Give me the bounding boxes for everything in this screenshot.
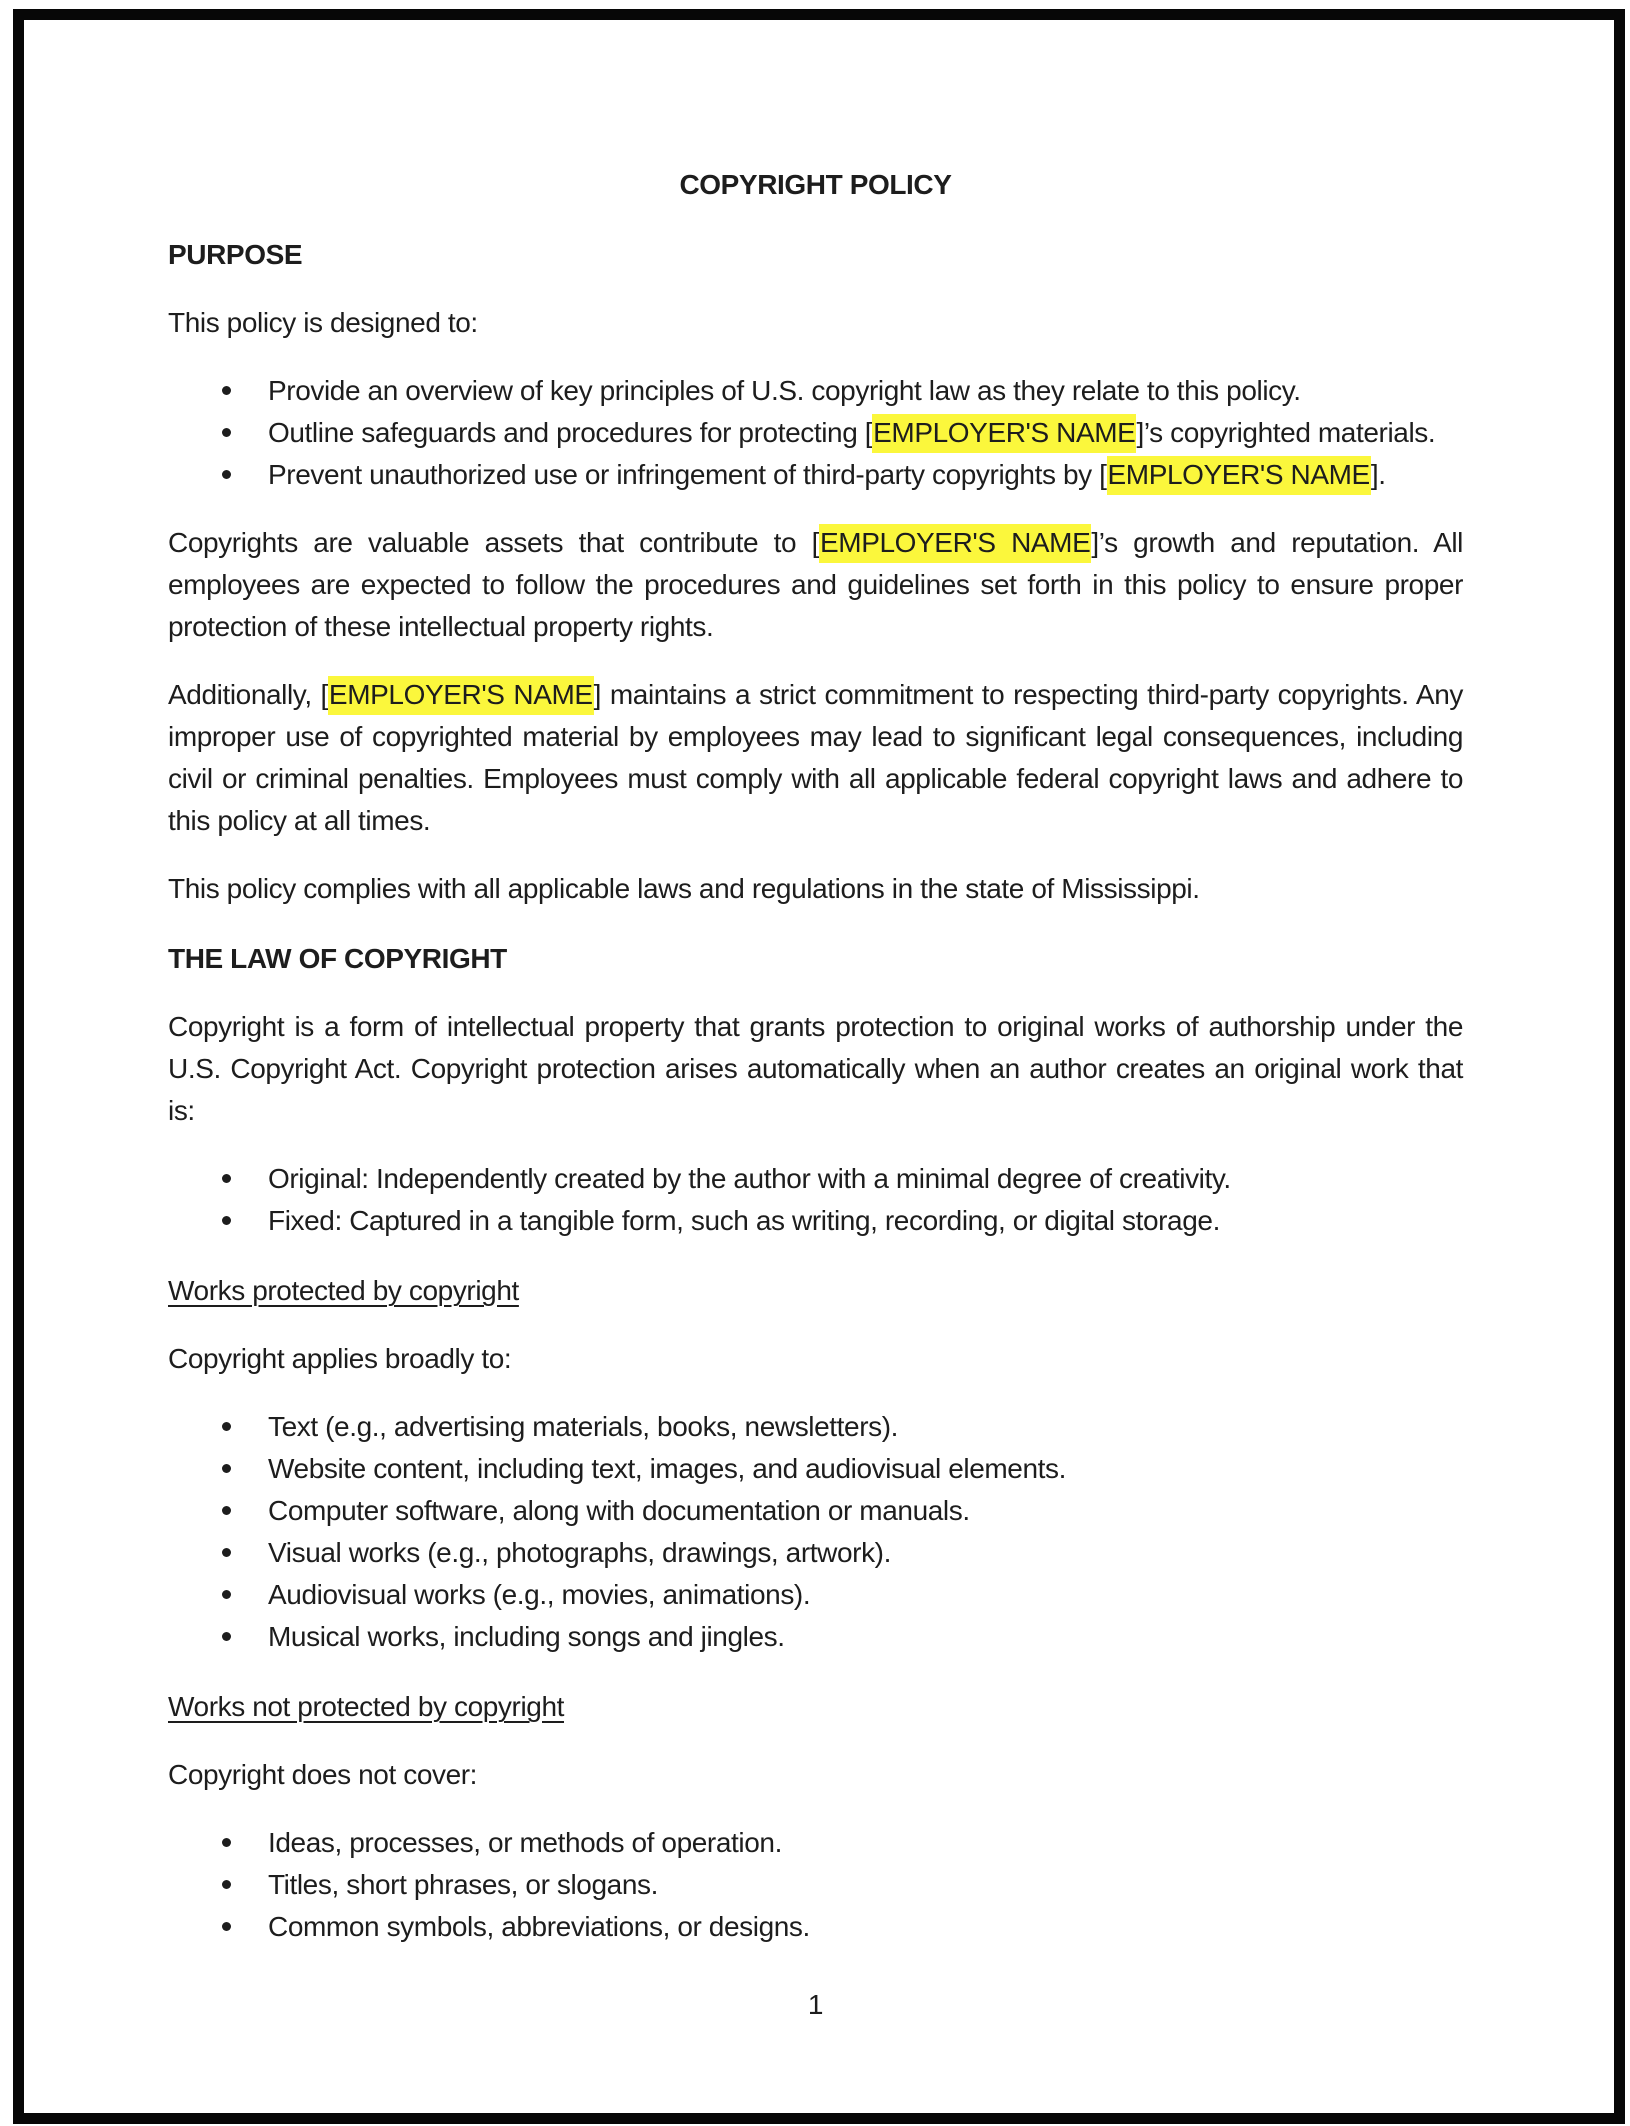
- purpose-paragraph-1: [168, 522, 1463, 648]
- works-protected-intro: Copyright applies broadly to:: [168, 1343, 512, 1374]
- bullet-icon: [222, 1464, 231, 1473]
- list-item: [168, 412, 1463, 454]
- list-item: [168, 1448, 1463, 1490]
- text-segment: Outline safeguards and procedures for protecting [: [268, 417, 873, 448]
- list-item-text: Audiovisual works (e.g., movies, animations).: [268, 1579, 811, 1610]
- heading-law-of-copyright: THE LAW OF COPYRIGHT: [168, 943, 507, 974]
- list-item-text: Website content, including text, images, and audiovisual elements.: [268, 1453, 1067, 1484]
- law-bullet-list: [168, 1158, 1463, 1242]
- list-item: [168, 1616, 1463, 1658]
- list-item: [168, 1906, 1463, 1948]
- list-item-text: [268, 454, 1386, 496]
- bullet-icon: [222, 1838, 231, 1847]
- list-item: [168, 1822, 1463, 1864]
- purpose-paragraph-3: This policy complies with all applicable laws and regulations in the state of Mississippi.: [168, 873, 1200, 904]
- list-item-text: Visual works (e.g., photographs, drawings, artwork).: [268, 1537, 891, 1568]
- list-item: [168, 1158, 1463, 1200]
- subheading-works-not-protected: Works not protected by copyright: [168, 1691, 564, 1722]
- text-segment: Additionally, [: [168, 679, 328, 710]
- bullet-icon: [222, 1880, 231, 1889]
- list-item: [168, 1574, 1463, 1616]
- text-segment: ].: [1370, 459, 1386, 490]
- list-item: [168, 1490, 1463, 1532]
- page-number: 1: [807, 1989, 824, 2020]
- list-item: [168, 1532, 1463, 1574]
- bullet-icon: [222, 1632, 231, 1641]
- text-segment: ] maintains a strict commitment to respecting third-party copyrights. Any improper use of copyrighted material by employees may lead to significant legal consequences, including civil or criminal penalties. Employees must comply with all applicable federal copyright laws and adhere to this policy at all times.: [168, 679, 1463, 836]
- law-intro: Copyright is a form of intellectual property that grants protection to original works of authorship under the U.S. Copyright Act. Copyright protection arises automatically when an author creates an original work that is:: [168, 1011, 1463, 1126]
- purpose-paragraph-2: [168, 674, 1463, 842]
- works-protected-bullet-list: [168, 1406, 1463, 1658]
- subheading-works-protected: Works protected by copyright: [168, 1275, 519, 1306]
- list-item-text: Common symbols, abbreviations, or designs.: [268, 1911, 810, 1942]
- list-item: [168, 1864, 1463, 1906]
- bullet-icon: [222, 1422, 231, 1431]
- list-item-text: Fixed: Captured in a tangible form, such as writing, recording, or digital storage.: [268, 1205, 1220, 1236]
- list-item-text: Original: Independently created by the author with a minimal degree of creativity.: [268, 1163, 1231, 1194]
- employer-name-highlight: EMPLOYER'S NAME: [1107, 456, 1371, 495]
- list-item: [168, 1406, 1463, 1448]
- list-item-text: Ideas, processes, or methods of operation.: [268, 1827, 782, 1858]
- bullet-icon: [222, 1174, 231, 1183]
- list-item-text: Computer software, along with documentation or manuals.: [268, 1495, 970, 1526]
- list-item-text: Titles, short phrases, or slogans.: [268, 1869, 658, 1900]
- works-not-protected-intro: Copyright does not cover:: [168, 1759, 478, 1790]
- document-title: COPYRIGHT POLICY: [679, 169, 952, 200]
- employer-name-highlight: EMPLOYER'S NAME: [819, 524, 1091, 563]
- purpose-bullet-list: [168, 370, 1463, 496]
- bullet-icon: [222, 386, 231, 395]
- bullet-icon: [222, 470, 231, 479]
- bullet-icon: [222, 1506, 231, 1515]
- list-item-text: Text (e.g., advertising materials, books, newsletters).: [268, 1411, 899, 1442]
- bullet-icon: [222, 1216, 231, 1225]
- bullet-icon: [222, 1922, 231, 1931]
- works-not-protected-bullet-list: [168, 1822, 1463, 1948]
- text-segment: Prevent unauthorized use or infringement of third-party copyrights by [: [268, 459, 1107, 490]
- document-content: [168, 0, 1463, 2020]
- bullet-icon: [222, 1590, 231, 1599]
- list-item: [168, 1200, 1463, 1242]
- list-item-text: [268, 370, 1301, 412]
- text-segment: ]’s growth and reputation. All employees are expected to follow the procedures and guidelines set forth in this policy to ensure proper protection of these intellectual property rights.: [168, 527, 1463, 642]
- purpose-intro: This policy is designed to:: [168, 307, 478, 338]
- employer-name-highlight: EMPLOYER'S NAME: [328, 676, 594, 715]
- list-item: [168, 454, 1463, 496]
- list-item-text: [268, 412, 1435, 454]
- heading-purpose: PURPOSE: [168, 239, 303, 270]
- bullet-icon: [222, 1548, 231, 1557]
- bullet-icon: [222, 428, 231, 437]
- list-item-text: Musical works, including songs and jingles.: [268, 1621, 785, 1652]
- list-item: [168, 370, 1463, 412]
- employer-name-highlight: EMPLOYER'S NAME: [872, 414, 1136, 453]
- text-segment: ]’s copyrighted materials.: [1136, 417, 1436, 448]
- text-segment: Copyrights are valuable assets that contribute to [: [168, 527, 819, 558]
- text-segment: Provide an overview of key principles of U.S. copyright law as they relate to this policy.: [268, 375, 1301, 406]
